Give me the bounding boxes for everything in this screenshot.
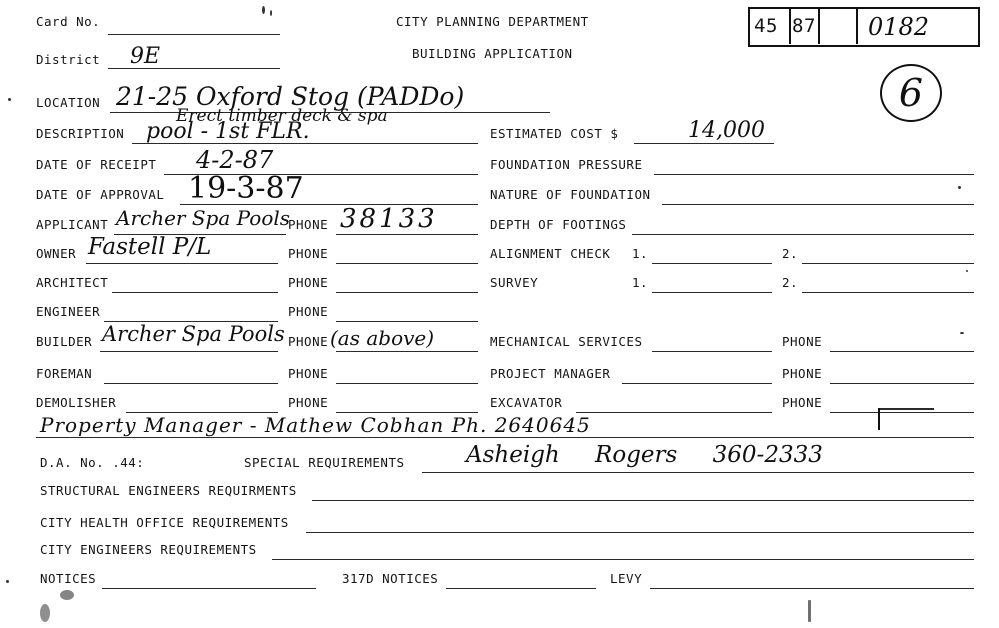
- applicant-phone-value: 38133: [340, 204, 438, 234]
- engineer-label: ENGINEER: [36, 304, 101, 319]
- nature-foundation-label: NATURE OF FOUNDATION: [490, 187, 651, 202]
- depth-footings-line: [632, 234, 974, 235]
- property-manager-note: Property Manager - Mathew Cobhan Ph. 2640645: [40, 413, 591, 437]
- alignment-1-label: 1.: [632, 246, 649, 261]
- project-manager-label: PROJECT MANAGER: [490, 366, 611, 381]
- excavator-mark: [878, 408, 934, 410]
- applicant-value: Archer Spa Pools: [116, 206, 291, 230]
- city-engineers-label: CITY ENGINEERS REQUIREMENTS: [40, 542, 257, 557]
- scan-speck: [8, 98, 11, 101]
- date-receipt-value: 4-2-87: [196, 146, 274, 174]
- owner-phone-line: [336, 263, 478, 264]
- notices-line: [102, 588, 316, 589]
- builder-value: Archer Spa Pools: [102, 322, 285, 346]
- special-requirements-value: Asheigh Rogers 360-2333: [466, 442, 823, 468]
- owner-value: Fastell P/L: [88, 234, 212, 260]
- excavator-mark-stem: [878, 408, 880, 430]
- da-label: D.A. No. .44:: [40, 455, 145, 470]
- builder-line: [100, 351, 278, 352]
- special-requirements-label: SPECIAL REQUIREMENTS: [244, 455, 405, 470]
- mechanical-phone-label: PHONE: [782, 334, 823, 349]
- description-label: DESCRIPTION: [36, 126, 125, 141]
- structural-line: [312, 500, 974, 501]
- form-title: BUILDING APPLICATION: [412, 46, 573, 61]
- survey-1-line: [652, 292, 772, 293]
- location-value: 21-25 Oxford Stog (PADDo): [116, 82, 465, 111]
- builder-phone-label: PHONE: [288, 334, 329, 349]
- owner-phone-label: PHONE: [288, 246, 329, 261]
- depth-footings-label: DEPTH OF FOOTINGS: [490, 217, 627, 232]
- date-receipt-label: DATE OF RECEIPT: [36, 157, 157, 172]
- scan-speck: [262, 6, 265, 14]
- builder-label: BUILDER: [36, 334, 93, 349]
- scan-speck: [270, 10, 272, 16]
- date-approval-value: 19-3-87: [188, 171, 304, 206]
- project-manager-phone-line: [830, 383, 974, 384]
- excavator-line: [576, 412, 772, 413]
- engineer-phone-label: PHONE: [288, 304, 329, 319]
- applicant-phone-label: PHONE: [288, 217, 329, 232]
- application-number-box: [748, 7, 980, 47]
- architect-phone-line: [336, 292, 478, 293]
- mechanical-line: [652, 351, 772, 352]
- health-label: CITY HEALTH OFFICE REQUIREMENTS: [40, 515, 289, 530]
- builder-phone-value: (as above): [330, 326, 435, 350]
- foreman-line: [104, 383, 278, 384]
- description-line1: Erect timber deck & spa: [176, 106, 388, 126]
- foreman-phone-label: PHONE: [288, 366, 329, 381]
- foundation-pressure-label: FOUNDATION PRESSURE: [490, 157, 643, 172]
- scan-speck: [808, 600, 811, 622]
- alignment-1-line: [652, 263, 772, 264]
- notices-label: NOTICES: [40, 571, 97, 586]
- location-label: LOCATION: [36, 95, 101, 110]
- levy-label: LEVY: [610, 571, 643, 586]
- survey-2-line: [802, 292, 974, 293]
- scan-speck: [960, 332, 964, 334]
- applicant-label: APPLICANT: [36, 217, 109, 232]
- circled-number: [880, 64, 942, 122]
- project-manager-phone-label: PHONE: [782, 366, 823, 381]
- foundation-pressure-line: [654, 174, 974, 175]
- estimated-cost-label: ESTIMATED COST $: [490, 126, 619, 141]
- demolisher-phone-label: PHONE: [288, 395, 329, 410]
- mechanical-label: MECHANICAL SERVICES: [490, 334, 643, 349]
- estimated-cost-value: 14,000: [688, 118, 765, 143]
- alignment-2-line: [802, 263, 974, 264]
- nature-foundation-line: [662, 204, 974, 205]
- alignment-2-label: 2.: [782, 246, 799, 261]
- mechanical-phone-line: [830, 351, 974, 352]
- scan-speck: [6, 580, 9, 583]
- owner-line: [86, 263, 278, 264]
- dept-title: CITY PLANNING DEPARTMENT: [396, 14, 589, 29]
- survey-label: SURVEY: [490, 275, 539, 290]
- card-no-line: [108, 34, 280, 35]
- number-box-divider-1: [789, 8, 791, 44]
- health-line: [306, 532, 974, 533]
- architect-line: [112, 292, 278, 293]
- circled-number-value: 6: [898, 71, 924, 115]
- scan-speck: [40, 604, 50, 622]
- applicant-phone-line: [336, 234, 478, 235]
- scan-speck: [966, 270, 968, 272]
- foreman-phone-line: [336, 383, 478, 384]
- number-seq: 0182: [868, 13, 930, 41]
- levy-line: [650, 588, 974, 589]
- city-engineers-line: [272, 559, 974, 560]
- scan-speck: [60, 590, 74, 600]
- estimated-cost-line: [634, 143, 774, 144]
- number-prefix: 45: [754, 15, 778, 37]
- owner-label: OWNER: [36, 246, 77, 261]
- structural-label: STRUCTURAL ENGINEERS REQUIRMENTS: [40, 483, 297, 498]
- demolisher-label: DEMOLISHER: [36, 395, 117, 410]
- card-no-label: Card No.: [36, 14, 101, 29]
- district-value: 9E: [130, 44, 161, 69]
- notices-317d-line: [446, 588, 596, 589]
- excavator-phone-line: [830, 412, 974, 413]
- district-label: District: [36, 52, 101, 67]
- special-requirements-line: [422, 472, 974, 473]
- number-year: 87: [792, 15, 816, 37]
- project-manager-line: [622, 383, 772, 384]
- architect-phone-label: PHONE: [288, 275, 329, 290]
- notices-317d-label: 317D NOTICES: [342, 571, 439, 586]
- property-manager-underline: [36, 437, 974, 438]
- alignment-check-label: ALIGNMENT CHECK: [490, 246, 611, 261]
- scan-speck: [958, 186, 961, 189]
- description-line2: pool - 1st FLR.: [146, 119, 310, 144]
- engineer-phone-line: [336, 321, 478, 322]
- excavator-phone-label: PHONE: [782, 395, 823, 410]
- architect-label: ARCHITECT: [36, 275, 109, 290]
- number-box-divider-2: [818, 8, 820, 44]
- excavator-label: EXCAVATOR: [490, 395, 563, 410]
- number-box-divider-3: [856, 8, 858, 44]
- survey-2-label: 2.: [782, 275, 799, 290]
- survey-1-label: 1.: [632, 275, 649, 290]
- date-approval-label: DATE OF APPROVAL: [36, 187, 165, 202]
- foreman-label: FOREMAN: [36, 366, 93, 381]
- builder-phone-line: [336, 351, 478, 352]
